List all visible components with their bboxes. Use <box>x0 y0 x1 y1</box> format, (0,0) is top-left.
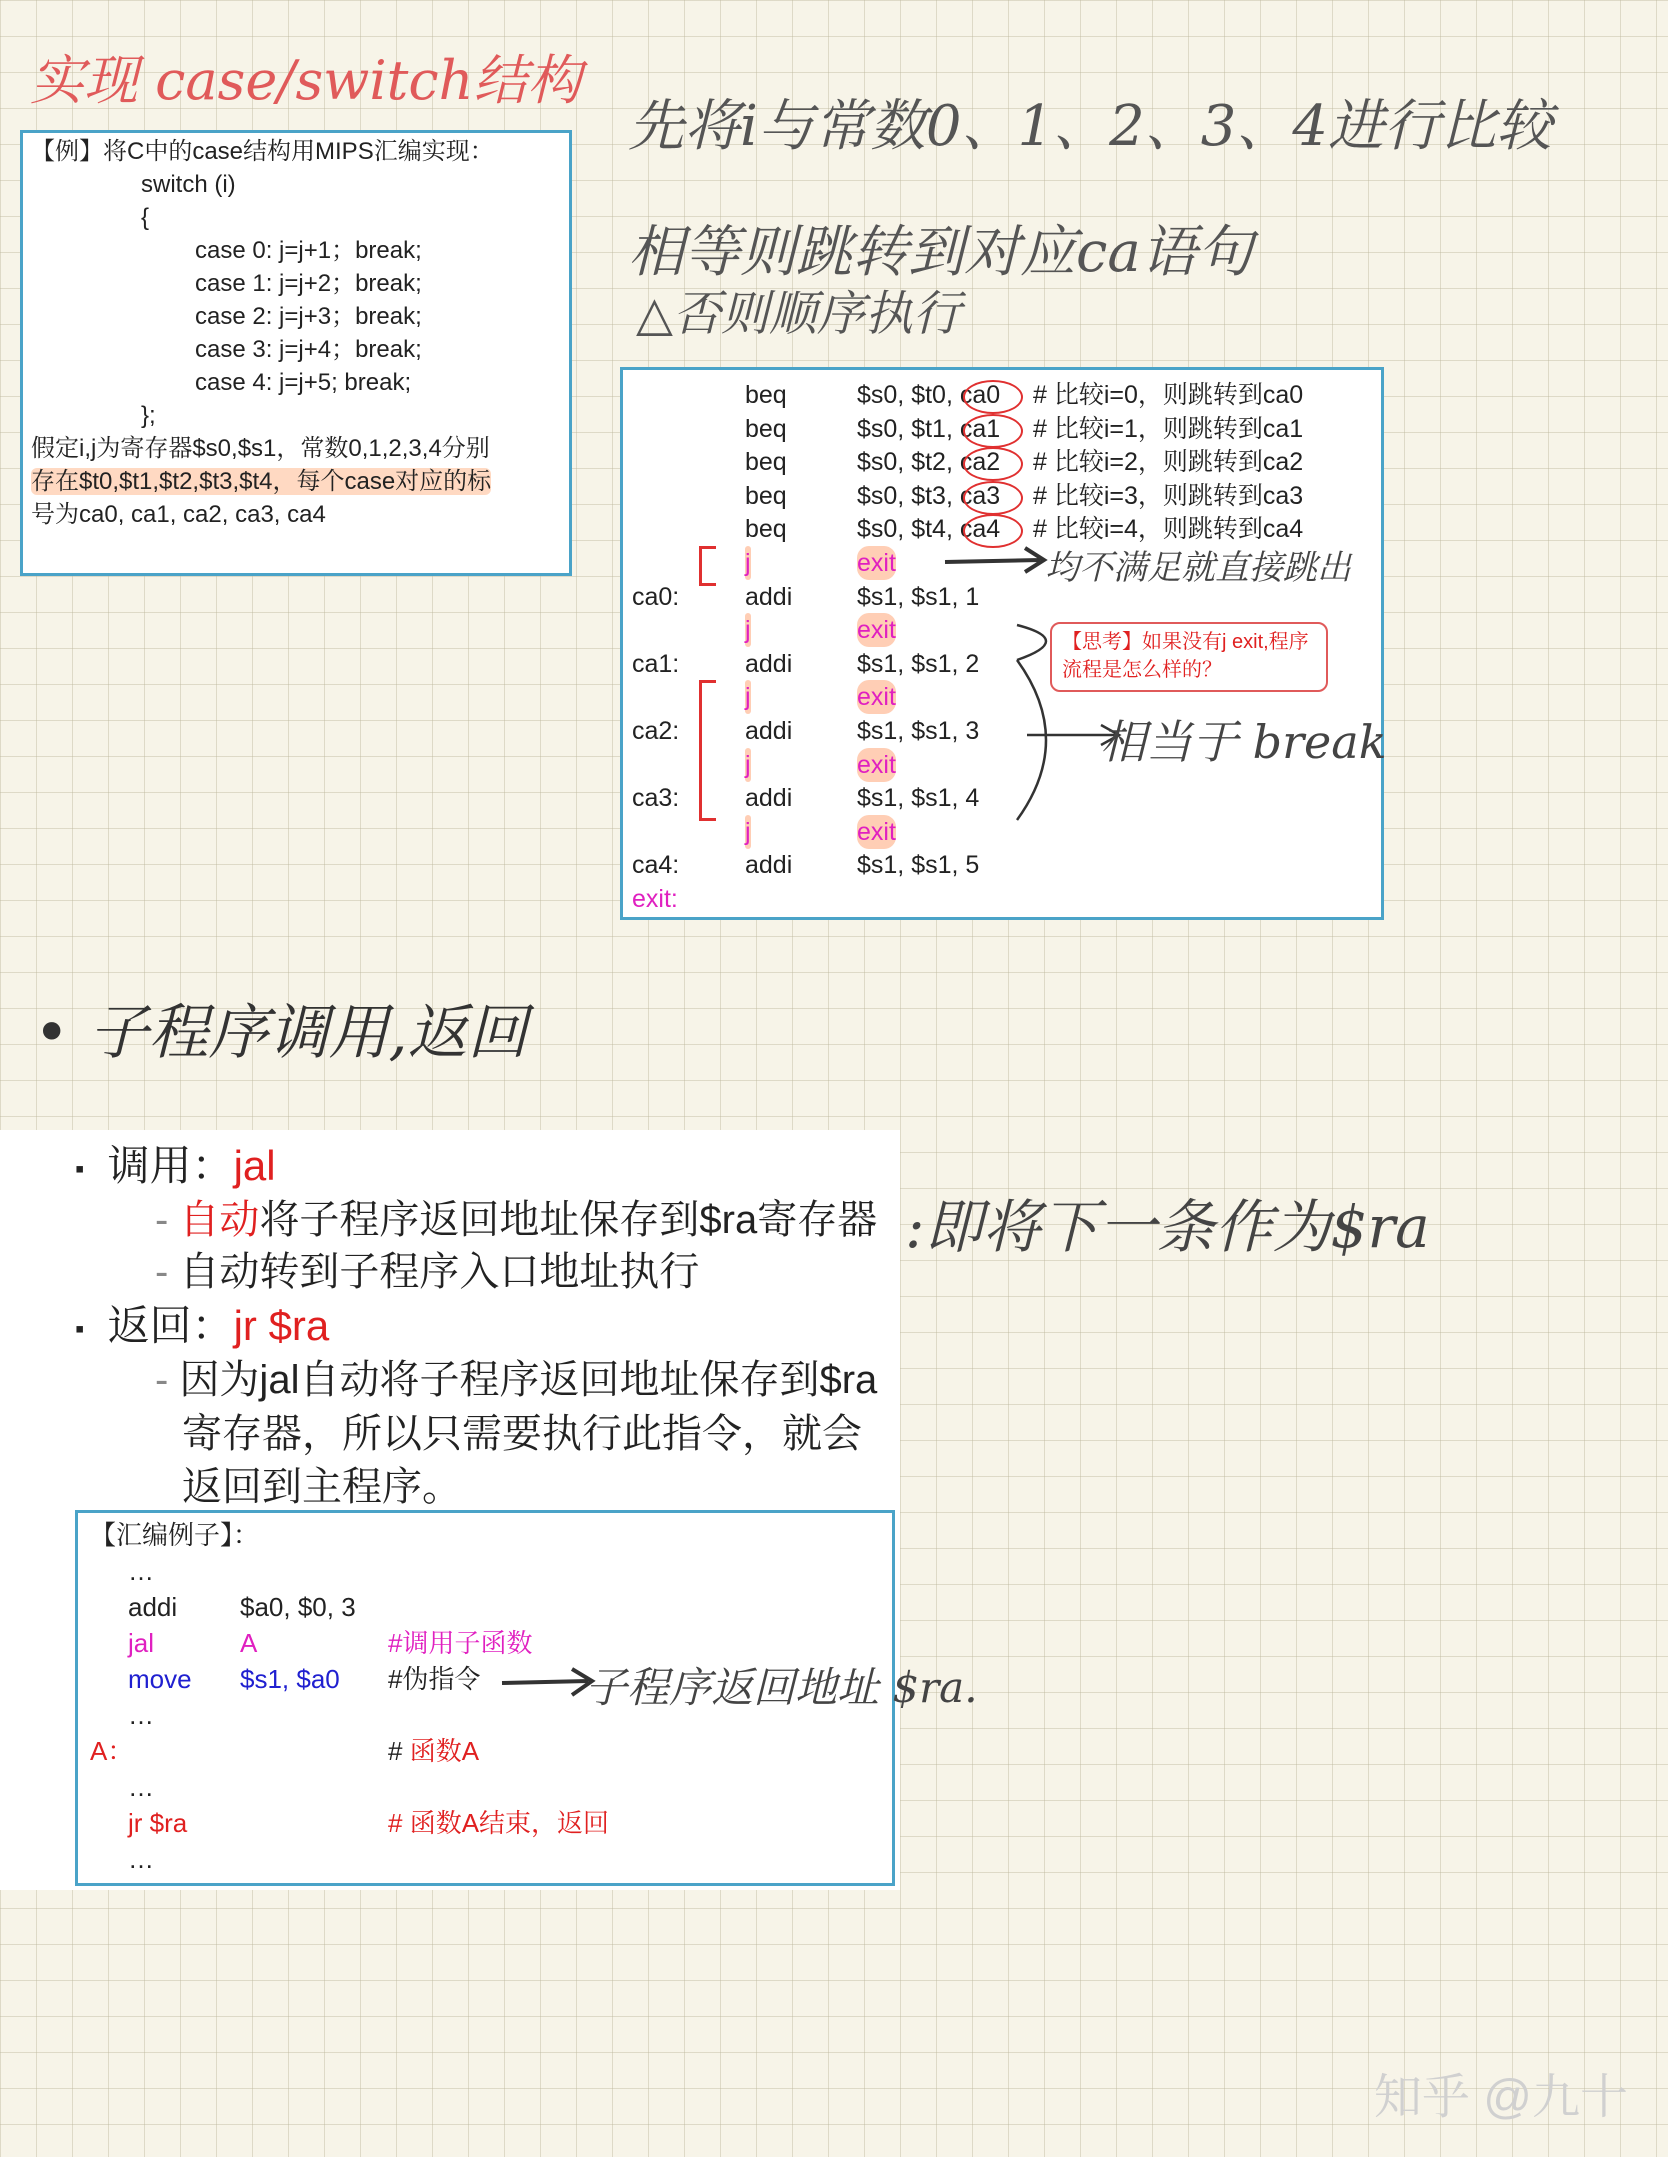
asm-label: A： <box>90 1736 134 1766</box>
note-next-ra: :即将下一条作为$ra <box>905 1193 1430 1261</box>
mips-label: exit: <box>632 885 678 913</box>
circle-mark <box>963 481 1023 515</box>
mips-args: $s0, $t1, ca1 <box>857 414 1001 443</box>
mips-args: $s1, $s1, 1 <box>857 582 980 611</box>
mips-row <box>623 815 1381 849</box>
mips-op: j <box>745 546 751 580</box>
circle-mark <box>963 380 1023 414</box>
return-label: 返回： <box>107 1302 234 1349</box>
mips-op: addi <box>745 851 793 880</box>
c-line: { <box>141 204 150 231</box>
mips-label: ca2: <box>632 717 680 745</box>
asm-dots: … <box>128 1700 154 1730</box>
mips-op: j <box>745 613 751 647</box>
mips-comment: # 比较i=0，则跳转到ca0 <box>1033 381 1304 409</box>
asm-dots: … <box>128 1844 154 1874</box>
mips-op: addi <box>745 582 793 611</box>
asm-comment: # 函数A <box>388 1736 480 1766</box>
mips-op: addi <box>745 717 793 745</box>
mips-args: $s1, $s1, 5 <box>857 851 980 880</box>
bracket-mark <box>699 680 716 820</box>
c-line: }; <box>141 402 156 429</box>
mips-label: ca1: <box>632 649 680 678</box>
mips-args: exit <box>857 748 896 782</box>
mips-label: ca4: <box>632 851 680 880</box>
asm-title: 【汇编例子】： <box>90 1520 260 1550</box>
mips-args: $s0, $t3, ca3 <box>857 481 1001 510</box>
c-line: case 3: j=j+4；break; <box>195 336 422 363</box>
c-line: case 0: j=j+1；break; <box>195 237 422 264</box>
asm-args: A <box>240 1628 258 1658</box>
note-else: △否则顺序执行 <box>636 286 961 342</box>
note-no-match: 均不满足就直接跳出 <box>1045 548 1351 588</box>
note-jump: 相等则跳转到对应ca语句 <box>628 220 1253 285</box>
mips-args: exit <box>857 680 896 714</box>
c-line: 假定i,j为寄存器$s0,$s1，常数0,1,2,3,4分别 <box>31 435 490 462</box>
mips-comment: # 比较i=1，则跳转到ca1 <box>1033 414 1304 443</box>
mips-row <box>623 848 1381 882</box>
watermark: 知乎 @九十 <box>1373 2071 1628 2124</box>
mips-row <box>623 781 1381 815</box>
mips-args: $s0, $t0, ca0 <box>857 381 1001 409</box>
circle-mark <box>963 414 1023 448</box>
return-item: ▪ 返回：jr $ra <box>75 1302 330 1349</box>
note-compare: 先将i与常数0、1、2、3、4进行比较 <box>628 94 1553 159</box>
mips-op: beq <box>745 381 787 409</box>
c-line: 【例】将C中的case结构用MIPS汇编实现： <box>31 138 494 165</box>
return-sub-1: - 因为jal自动将子程序返回地址保存到$ra <box>155 1358 878 1402</box>
asm-op: jal <box>128 1628 155 1658</box>
call-label: 调用： <box>107 1142 234 1189</box>
asm-comment: # 函数A结束，返回 <box>388 1808 610 1838</box>
mips-args: exit <box>857 613 896 647</box>
bracket-mark <box>699 546 716 586</box>
mips-comment: # 比较i=2，则跳转到ca2 <box>1033 448 1304 477</box>
mips-comment: # 比较i=3，则跳转到ca3 <box>1033 481 1304 510</box>
asm-args: $a0, $0, 3 <box>240 1592 356 1622</box>
asm-op: addi <box>128 1592 178 1622</box>
mips-op: beq <box>745 414 787 443</box>
asm-dots: … <box>128 1556 154 1586</box>
asm-args: $s1, $a0 <box>240 1664 340 1694</box>
mips-op: addi <box>745 784 793 813</box>
return-command: jr $ra <box>233 1302 330 1349</box>
call-sub-2: - 自动转到子程序入口地址执行 <box>155 1250 700 1294</box>
c-line: 存在$t0,$t1,$t2,$t3,$t4，每个case对应的标 <box>31 468 492 495</box>
section-title: • 子程序调用,返回 <box>34 998 528 1068</box>
mips-op: beq <box>745 448 787 477</box>
mips-label: ca3: <box>632 784 680 813</box>
mips-row <box>623 882 1381 916</box>
c-line: 号为ca0, ca1, ca2, ca3, ca4 <box>31 501 326 528</box>
mips-op: j <box>745 680 751 714</box>
c-line: switch (i) <box>141 171 236 198</box>
note-return-addr: 子程序返回地址 $ra. <box>585 1663 978 1712</box>
call-item: ▪ 调用：jal <box>75 1142 276 1189</box>
call-command: jal <box>233 1142 276 1189</box>
return-sub-2: 寄存器，所以只需要执行此指令，就会 <box>182 1412 862 1456</box>
c-line: case 2: j=j+3；break; <box>195 303 422 330</box>
asm-op: move <box>128 1664 192 1694</box>
c-line: case 1: j=j+2；break; <box>195 270 422 297</box>
mips-op: j <box>745 748 751 782</box>
c-line: case 4: j=j+5; break; <box>195 369 412 396</box>
asm-comment: #伪指令 <box>388 1664 481 1694</box>
circle-mark <box>963 447 1023 481</box>
asm-op: jr $ra <box>128 1808 188 1838</box>
mips-args: $s0, $t2, ca2 <box>857 448 1001 477</box>
mips-args: exit <box>857 546 896 580</box>
think-box: 【思考】如果没有j exit,程序流程是怎么样的？ <box>1050 622 1328 692</box>
call-sub-1: - 自动将子程序返回地址保存到$ra寄存器 <box>155 1198 878 1242</box>
mips-op: beq <box>745 515 787 544</box>
mips-comment: # 比较i=4，则跳转到ca4 <box>1033 515 1304 544</box>
mips-op: addi <box>745 649 793 678</box>
mips-args: $s0, $t4, ca4 <box>857 515 1001 544</box>
mips-label: ca0: <box>632 582 680 611</box>
mips-op: j <box>745 815 751 849</box>
mips-args: $s1, $s1, 3 <box>857 717 980 745</box>
return-sub-3: 返回到主程序。 <box>182 1465 462 1509</box>
note-break: 相当于 break <box>1100 715 1387 769</box>
c-example-box <box>20 130 572 576</box>
mips-args: $s1, $s1, 4 <box>857 784 980 813</box>
page-heading: 实现 case/switch结构 <box>30 49 582 112</box>
mips-args: exit <box>857 815 896 849</box>
asm-dots: … <box>128 1772 154 1802</box>
arrow-icon <box>940 540 1060 580</box>
asm-comment: #调用子函数 <box>388 1628 533 1658</box>
mips-op: beq <box>745 481 787 510</box>
mips-args: $s1, $s1, 2 <box>857 649 980 678</box>
